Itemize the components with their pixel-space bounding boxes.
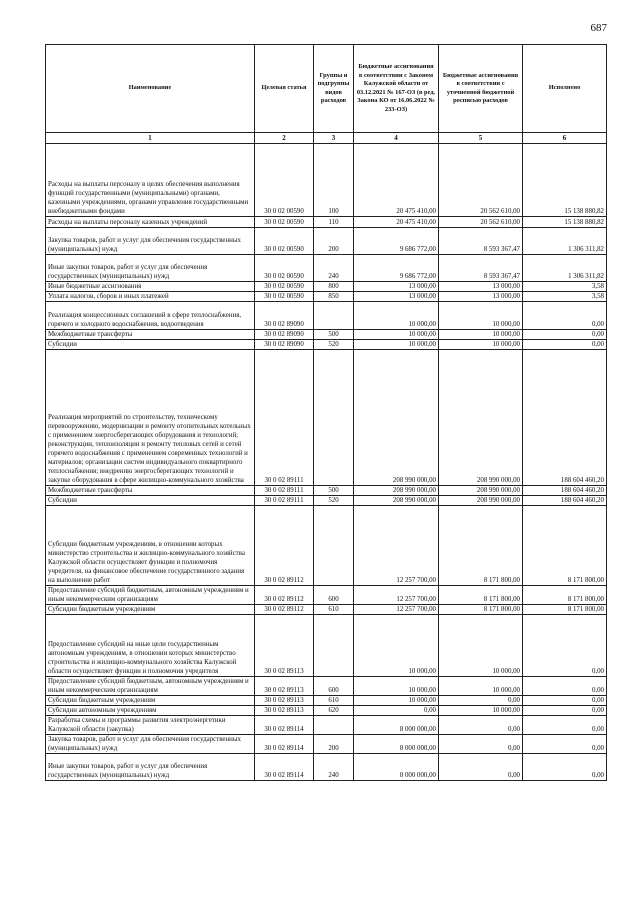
row-target: 30 0 02 89090	[255, 302, 314, 330]
row-budget-refined: 10 000,00	[439, 330, 523, 340]
row-name: Реализация концессионных соглашений в сфере теплоснабжения, горячего и холодного водоснабжения, водоотведения	[46, 302, 255, 330]
row-target: 30 0 02 89111	[255, 496, 314, 506]
row-group	[314, 302, 354, 330]
row-executed: 8 171 800,00	[523, 506, 607, 586]
row-budget-refined: 0,00	[439, 754, 523, 781]
row-executed: 0,00	[523, 735, 607, 754]
row-budget-law: 10 000,00	[354, 340, 439, 350]
row-budget-law: 10 000,00	[354, 696, 439, 706]
row-budget-law: 12 257 700,00	[354, 586, 439, 605]
row-name: Межбюджетные трансферты	[46, 486, 255, 496]
row-budget-refined: 0,00	[439, 716, 523, 735]
table-row	[46, 615, 607, 677]
row-group: 520	[314, 340, 354, 350]
column-numbers-row	[46, 133, 607, 144]
table-row	[46, 486, 607, 496]
row-name: Предоставление субсидий бюджетным, автономным учреждениям и иным некоммерческим организациям	[46, 586, 255, 605]
row-name: Расходы на выплаты персоналу казенных учреждений	[46, 217, 255, 228]
row-target: 30 0 02 89111	[255, 350, 314, 486]
row-target: 30 0 02 89112	[255, 586, 314, 605]
row-group: 520	[314, 496, 354, 506]
row-group: 850	[314, 292, 354, 302]
row-budget-law: 10 000,00	[354, 330, 439, 340]
row-budget-refined: 13 000,00	[439, 282, 523, 292]
col-number: 3	[314, 133, 354, 144]
row-budget-law: 10 000,00	[354, 677, 439, 696]
row-budget-law: 10 000,00	[354, 302, 439, 330]
table-row	[46, 302, 607, 330]
row-group	[314, 506, 354, 586]
row-executed: 0,00	[523, 340, 607, 350]
row-target: 30 0 02 89113	[255, 696, 314, 706]
row-name: Иные закупки товаров, работ и услуг для обеспечения государственных (муниципальных) нужд	[46, 754, 255, 781]
table-row	[46, 706, 607, 716]
row-target: 30 0 02 89113	[255, 677, 314, 696]
row-budget-law: 12 257 700,00	[354, 506, 439, 586]
header-target: Целевая статья	[255, 45, 314, 133]
row-budget-law: 208 990 000,00	[354, 496, 439, 506]
row-target: 30 0 02 89113	[255, 706, 314, 716]
row-group: 600	[314, 677, 354, 696]
row-budget-refined: 8 171 800,00	[439, 586, 523, 605]
table-row	[46, 330, 607, 340]
table-row	[46, 696, 607, 706]
row-executed: 0,00	[523, 302, 607, 330]
row-name: Субсидии автономным учреждениям	[46, 706, 255, 716]
table-row	[46, 255, 607, 282]
row-name: Разработка схемы и программы развития электроэнергетики Калужской области (закупка)	[46, 716, 255, 735]
row-group	[314, 615, 354, 677]
col-number: 1	[46, 133, 255, 144]
row-budget-refined: 208 990 000,00	[439, 496, 523, 506]
row-budget-law: 0,00	[354, 706, 439, 716]
row-group: 100	[314, 144, 354, 217]
row-executed: 0,00	[523, 615, 607, 677]
row-budget-law: 9 686 772,00	[354, 255, 439, 282]
table-row	[46, 605, 607, 615]
row-target: 30 0 02 00590	[255, 228, 314, 255]
row-group: 600	[314, 586, 354, 605]
row-group: 200	[314, 735, 354, 754]
table-row	[46, 735, 607, 754]
row-executed: 188 604 460,20	[523, 486, 607, 496]
row-budget-refined: 10 000,00	[439, 706, 523, 716]
page-number: 687	[590, 22, 607, 34]
row-budget-refined: 8 593 367,47	[439, 255, 523, 282]
row-target: 30 0 02 89114	[255, 716, 314, 735]
row-executed: 15 138 880,82	[523, 144, 607, 217]
row-executed: 0,00	[523, 677, 607, 696]
table-row	[46, 496, 607, 506]
row-target: 30 0 02 00590	[255, 144, 314, 217]
row-budget-refined: 208 990 000,00	[439, 350, 523, 486]
table-row	[46, 754, 607, 781]
col-number: 5	[439, 133, 523, 144]
row-name: Расходы на выплаты персоналу в целях обеспечения выполнения функций государственными (муниципальными) органами, казенными учреждениями, органами управления государственными внебюджетными фондами	[46, 144, 255, 217]
row-group: 200	[314, 228, 354, 255]
table-row	[46, 292, 607, 302]
row-executed: 0,00	[523, 754, 607, 781]
row-budget-refined: 20 562 610,00	[439, 217, 523, 228]
row-name: Реализация мероприятий по строительству, техническому перевооружению, модернизации и ремонту отопительных котельных с применением энергосберегающих оборудования и технологий; реконструкции, теплоизоляции и ремонту тепловых сетей и сетей горячего водоснабжения с применением современных технологий и материалов; организации систем индивидуального поквартирного теплоснабжения; внедрению энергосберегающих технологий и закупке оборудования в сфере жилищно-коммунального хозяйства	[46, 350, 255, 486]
row-target: 30 0 02 89112	[255, 605, 314, 615]
table-row	[46, 340, 607, 350]
row-name: Предоставление субсидий на иные цели государственным автономным учреждениям, в отношении которых министерство строительства и жилищно-коммунального хозяйства Калужской области осуществляет функции и полномочия учредителя	[46, 615, 255, 677]
row-budget-law: 10 000,00	[354, 615, 439, 677]
row-executed: 15 138 880,82	[523, 217, 607, 228]
row-target: 30 0 02 89090	[255, 330, 314, 340]
row-name: Субсидии бюджетным учреждениям	[46, 696, 255, 706]
row-name: Закупка товаров, работ и услуг для обеспечения государственных (муниципальных) нужд	[46, 228, 255, 255]
row-target: 30 0 02 00590	[255, 217, 314, 228]
row-group: 110	[314, 217, 354, 228]
row-executed: 188 604 460,20	[523, 496, 607, 506]
row-target: 30 0 02 00590	[255, 292, 314, 302]
row-executed: 3,58	[523, 282, 607, 292]
row-group: 610	[314, 696, 354, 706]
table-row	[46, 586, 607, 605]
row-group: 800	[314, 282, 354, 292]
table-row	[46, 144, 607, 217]
row-executed: 3,58	[523, 292, 607, 302]
table-row	[46, 350, 607, 486]
row-budget-law: 13 000,00	[354, 282, 439, 292]
row-name: Субсидии бюджетным учреждениям, в отношении которых министерство строительства и жилищно-коммунального хозяйства Калужской области осуществляет функции и полномочия учредителя, на финансовое обеспечение государственного задания на выполнение работ	[46, 506, 255, 586]
row-target: 30 0 02 00590	[255, 282, 314, 292]
row-budget-law: 8 000 000,00	[354, 754, 439, 781]
row-budget-refined: 13 000,00	[439, 292, 523, 302]
row-target: 30 0 02 00590	[255, 255, 314, 282]
row-group: 500	[314, 330, 354, 340]
row-budget-refined: 10 000,00	[439, 677, 523, 696]
row-group: 610	[314, 605, 354, 615]
header-budget-refined: Бюджетные ассигнования в соответствии с уточненной бюджетной росписью расходов	[439, 45, 523, 133]
row-executed: 0,00	[523, 330, 607, 340]
row-budget-refined: 10 000,00	[439, 302, 523, 330]
table-row	[46, 506, 607, 586]
row-name: Иные закупки товаров, работ и услуг для обеспечения государственных (муниципальных) нужд	[46, 255, 255, 282]
row-group	[314, 716, 354, 735]
row-group: 620	[314, 706, 354, 716]
row-executed: 0,00	[523, 706, 607, 716]
row-group: 500	[314, 486, 354, 496]
table-row	[46, 228, 607, 255]
row-target: 30 0 02 89114	[255, 754, 314, 781]
budget-table	[45, 44, 607, 781]
row-executed: 8 171 800,00	[523, 586, 607, 605]
row-executed: 0,00	[523, 696, 607, 706]
row-budget-refined: 20 562 610,00	[439, 144, 523, 217]
row-budget-law: 208 990 000,00	[354, 486, 439, 496]
row-budget-law: 8 000 000,00	[354, 716, 439, 735]
row-name: Субсидии	[46, 496, 255, 506]
row-budget-refined: 0,00	[439, 696, 523, 706]
row-executed: 188 604 460,20	[523, 350, 607, 486]
col-number: 4	[354, 133, 439, 144]
table-row	[46, 716, 607, 735]
row-target: 30 0 02 89114	[255, 735, 314, 754]
row-group: 240	[314, 255, 354, 282]
row-target: 30 0 02 89111	[255, 486, 314, 496]
row-name: Предоставление субсидий бюджетным, автономным учреждениям и иным некоммерческим организациям	[46, 677, 255, 696]
row-target: 30 0 02 89113	[255, 615, 314, 677]
row-budget-law: 9 686 772,00	[354, 228, 439, 255]
row-name: Субсидии	[46, 340, 255, 350]
table-row	[46, 217, 607, 228]
header-budget-law: Бюджетные ассигнования в соответствии с Законом Калужской области от 03.12.2021 № 167-ОЗ (в ред. Закона КО от 16.06.2022 № 233-ОЗ)	[354, 45, 439, 133]
table-row	[46, 677, 607, 696]
row-executed: 8 171 800,00	[523, 605, 607, 615]
row-budget-refined: 8 171 800,00	[439, 506, 523, 586]
row-target: 30 0 02 89112	[255, 506, 314, 586]
row-budget-refined: 8 171 800,00	[439, 605, 523, 615]
table-row	[46, 282, 607, 292]
row-executed: 1 306 311,82	[523, 228, 607, 255]
row-budget-refined: 10 000,00	[439, 340, 523, 350]
row-budget-law: 8 000 000,00	[354, 735, 439, 754]
row-name: Уплата налогов, сборов и иных платежей	[46, 292, 255, 302]
row-executed: 1 306 311,82	[523, 255, 607, 282]
row-budget-refined: 0,00	[439, 735, 523, 754]
row-name: Субсидии бюджетным учреждениям	[46, 605, 255, 615]
row-name: Закупка товаров, работ и услуг для обеспечения государственных (муниципальных) нужд	[46, 735, 255, 754]
row-executed: 0,00	[523, 716, 607, 735]
header-name: Наименование	[46, 45, 255, 133]
header-executed: Исполнено	[523, 45, 607, 133]
table-header	[46, 45, 607, 133]
row-budget-law: 12 257 700,00	[354, 605, 439, 615]
row-budget-law: 13 000,00	[354, 292, 439, 302]
row-budget-refined: 208 990 000,00	[439, 486, 523, 496]
row-group: 240	[314, 754, 354, 781]
col-number: 6	[523, 133, 607, 144]
row-budget-refined: 10 000,00	[439, 615, 523, 677]
row-group	[314, 350, 354, 486]
col-number: 2	[255, 133, 314, 144]
row-budget-refined: 8 593 367,47	[439, 228, 523, 255]
row-budget-law: 20 475 410,00	[354, 144, 439, 217]
row-name: Иные бюджетные ассигнования	[46, 282, 255, 292]
header-groups: Группы и подгруппы видов расходов	[314, 45, 354, 133]
row-name: Межбюджетные трансферты	[46, 330, 255, 340]
row-budget-law: 208 990 000,00	[354, 350, 439, 486]
row-budget-law: 20 475 410,00	[354, 217, 439, 228]
row-target: 30 0 02 89090	[255, 340, 314, 350]
